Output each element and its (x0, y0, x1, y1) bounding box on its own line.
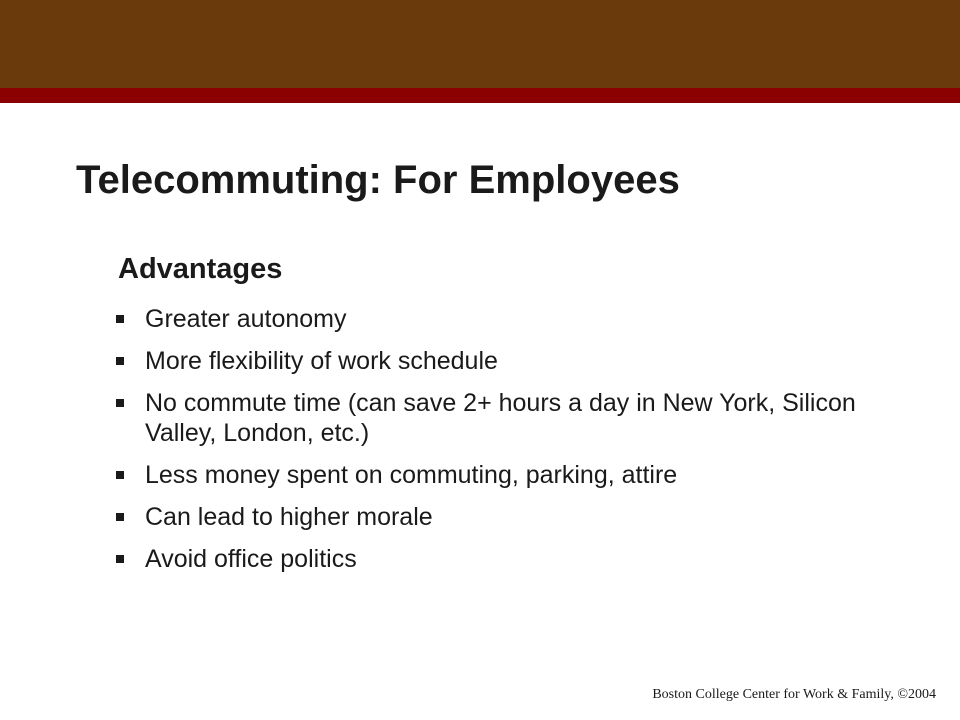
slide-title: Telecommuting: For Employees (76, 158, 680, 202)
bullet-item (114, 544, 904, 574)
header-stripe (0, 88, 960, 103)
square-bullet-icon (116, 555, 124, 563)
bullet-item (114, 460, 904, 490)
bullet-list (114, 304, 904, 586)
square-bullet-icon (116, 471, 124, 479)
bullet-item (114, 388, 904, 448)
section-heading: Advantages (118, 253, 283, 285)
square-bullet-icon (116, 357, 124, 365)
square-bullet-icon (116, 399, 124, 407)
square-bullet-icon (116, 513, 124, 521)
bullet-text: Avoid office politics (145, 545, 357, 573)
header-band (0, 0, 960, 88)
bullet-item (114, 304, 904, 334)
bullet-text: Can lead to higher morale (145, 503, 433, 531)
bullet-text: No commute time (can save 2+ hours a day in New York, Silicon Valley, London, etc.) (145, 389, 856, 447)
square-bullet-icon (116, 315, 124, 323)
bullet-text: Greater autonomy (145, 305, 347, 333)
bullet-item (114, 502, 904, 532)
footer-copyright: Boston College Center for Work & Family, ©2004 (652, 687, 936, 702)
bullet-text: More flexibility of work schedule (145, 347, 498, 375)
bullet-item (114, 346, 904, 376)
bullet-text: Less money spent on commuting, parking, attire (145, 461, 678, 489)
